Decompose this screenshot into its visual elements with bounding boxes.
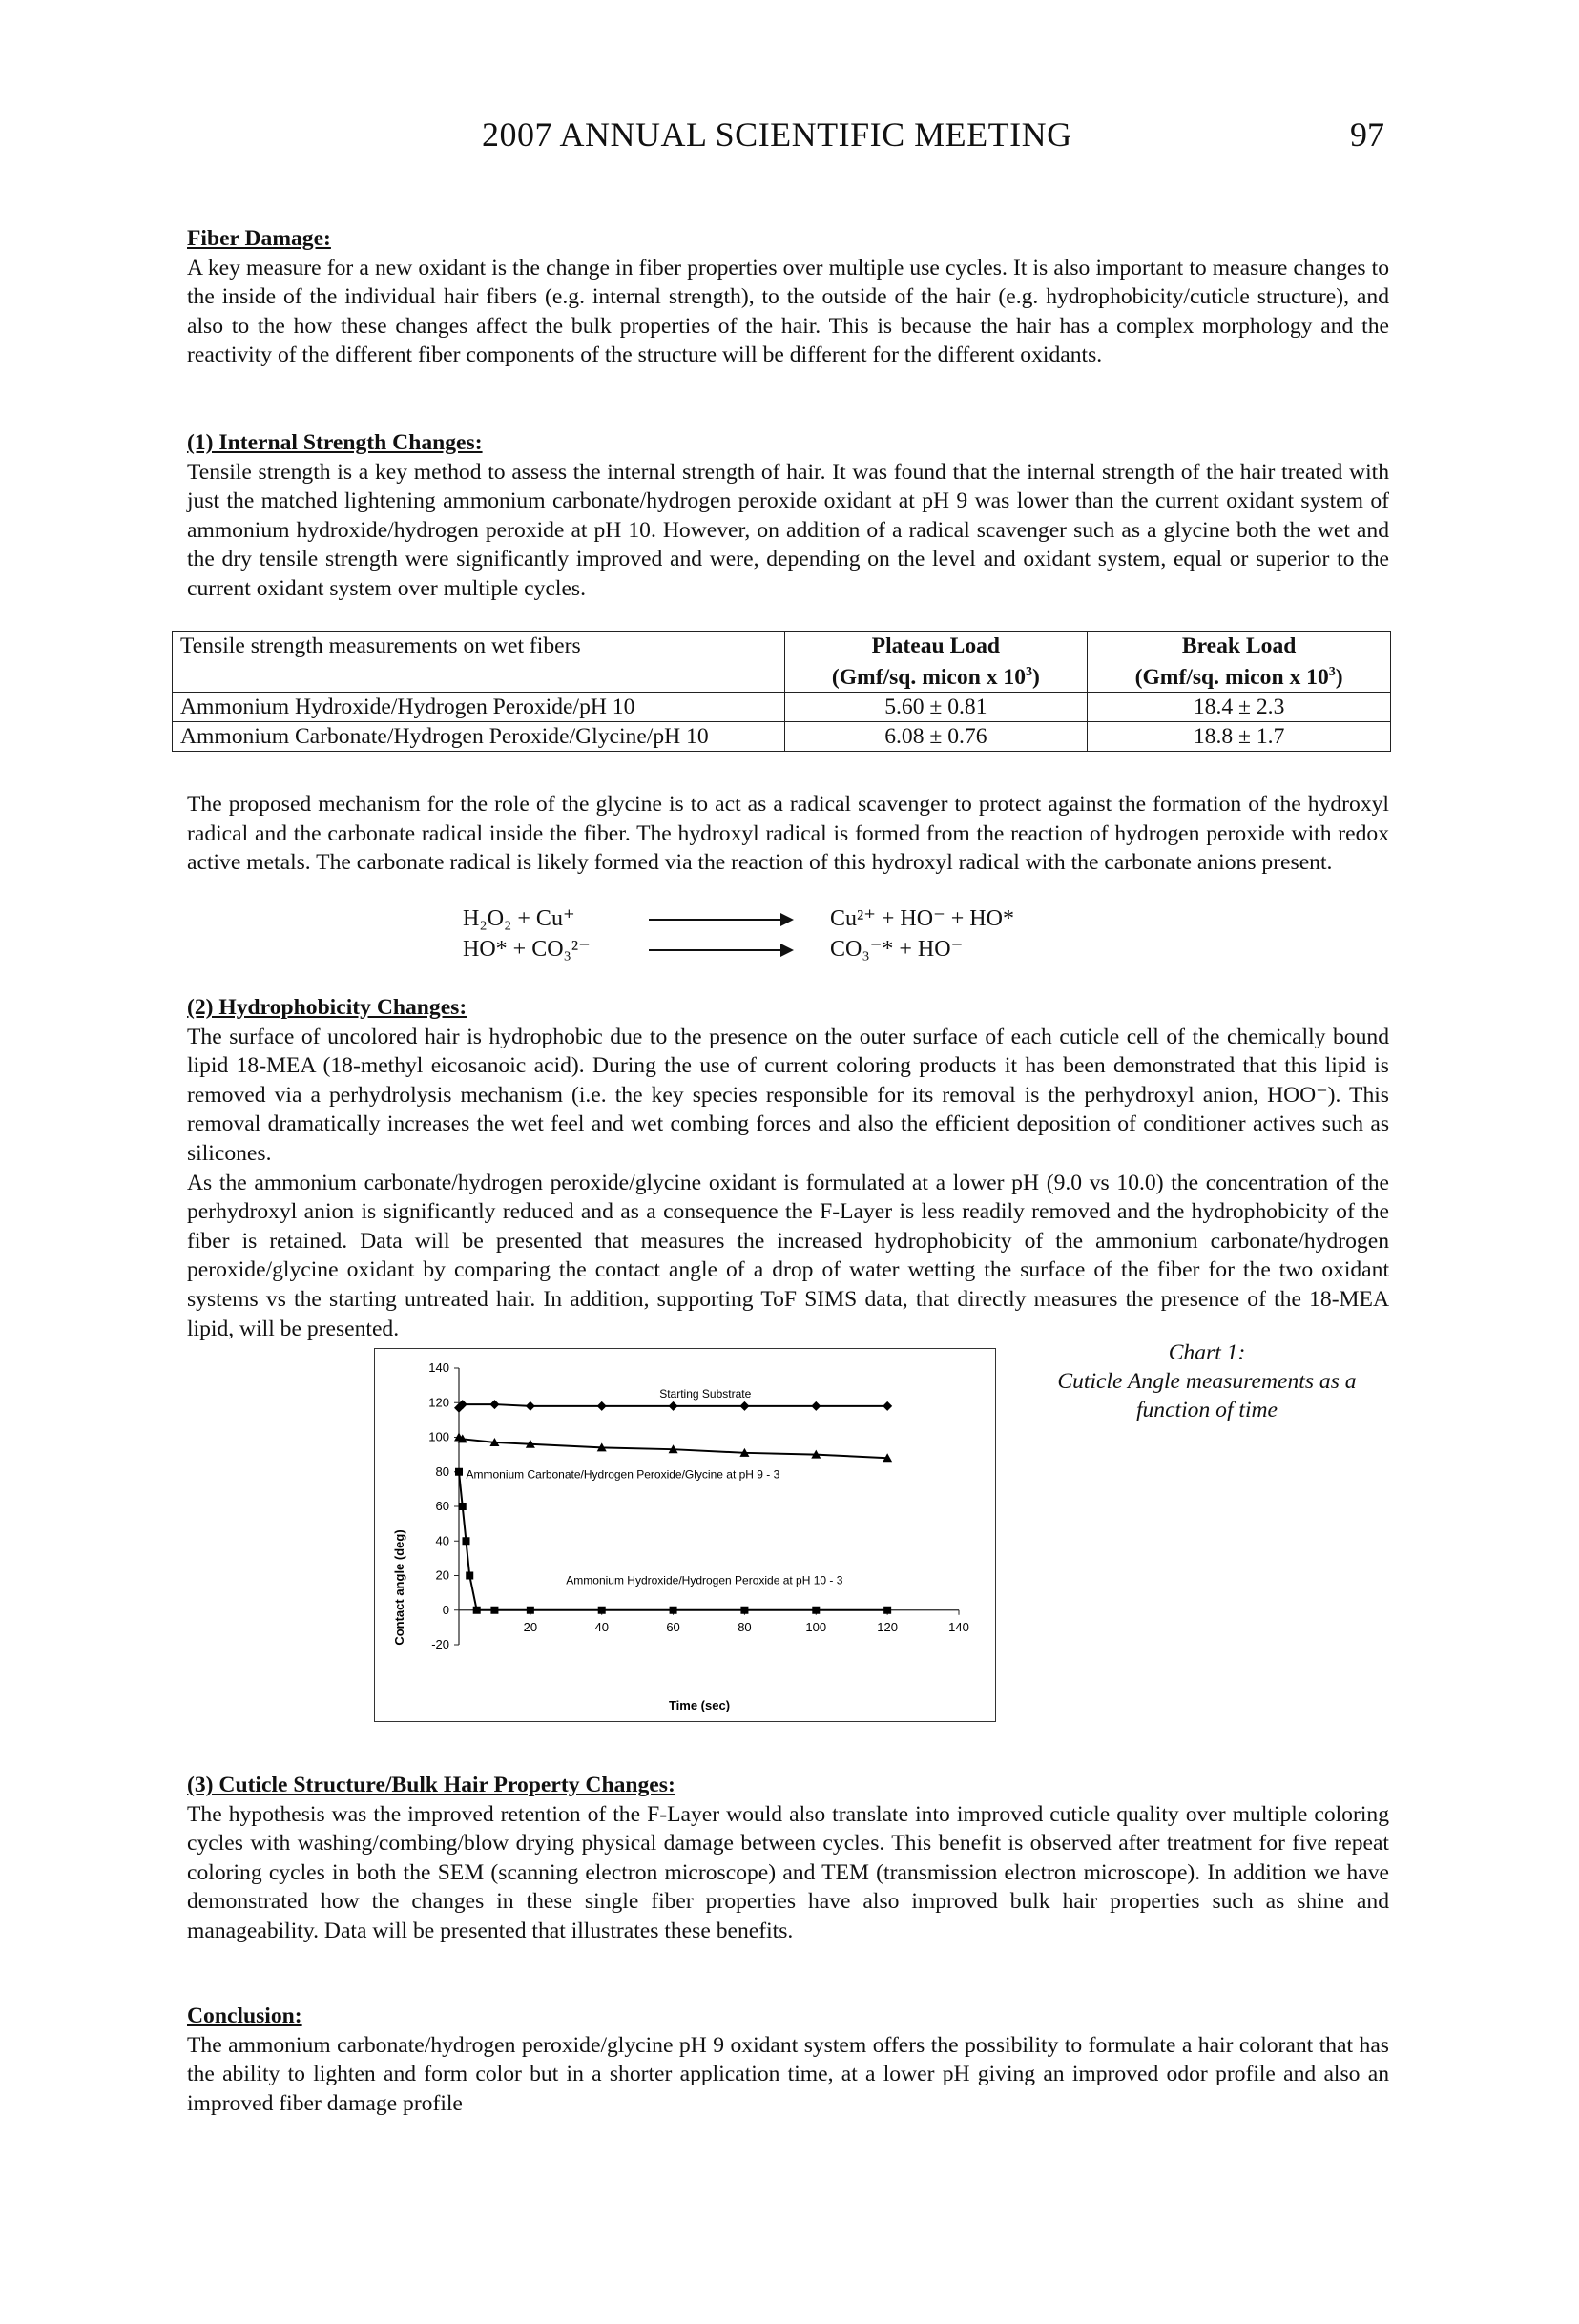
heading-cuticle: (3) Cuticle Structure/Bulk Hair Property Changes: [187,1773,675,1797]
series-label: Starting Substrate [659,1386,752,1401]
data-point [526,1401,535,1411]
data-point [489,1400,499,1409]
plateau-header: Plateau Load (Gmf/sq. micon x $10^3$) [784,632,1088,693]
data-point [598,1607,606,1614]
equation-1-reactants: H₂O₂ + Cu⁺ [463,906,575,931]
section-cuticle [187,1771,1389,1946]
y-tick-label: 140 [428,1360,449,1375]
x-tick-label: 40 [594,1619,609,1634]
y-axis-label: Contact angle (deg) [392,1529,406,1646]
x-tick-label: 100 [805,1619,827,1634]
section-internal-strength [187,428,1389,604]
paragraph-hydrophobicity-1: The surface of uncolored hair is hydrophobic due to the presence on the outer surface of each cuticle cell of the chemically bound lipid 18-MEA (18-methyl eicosanoic acid). During the use of current coloring products it has been demonstrated that this lipid is removed via a perhydrolysis mechanism (i.e. the key species responsible for its removal is the perhydroxyl anion, HOO⁻). This removal dramatically increases the wet feel and wet combing forces and also the efficient deposition of conditioner actives such as silicones. [187,1024,1389,1166]
section-conclusion [187,2002,1389,2118]
break-header: Break Load (Gmf/sq. micon x $10^3$) [1088,632,1391,693]
paragraph-cuticle: The hypothesis was the improved retention of the F-Layer would also translate into improved cuticle quality over multiple coloring cycles with washing/combing/blow drying physical damage between cycles. This benefit is observed after treatment for five repeat coloring cycles in both the SEM (scanning electron microscope) and TEM (transmission electron microscope). In addition we have demonstrated how the changes in these single fiber properties have also improved bulk hair properties such as shine and manageability. Data will be presented that illustrates these benefits. [187,1801,1389,1943]
running-title: 2007 ANNUAL SCIENTIFIC MEETING [482,115,1072,154]
paragraph-mechanism: The proposed mechanism for the role of the glycine is to act as a radical scavenger to protect against the formation of the hydroxyl radical and the carbonate radical inside the fiber. The hydroxyl radical is formed from the reaction of hydrogen peroxide with redox active metals. The carbonate radical is likely formed via the reaction of this hydroxyl radical with the carbonate anions present. [187,792,1389,876]
equation-1-products: Cu²⁺ + HO⁻ + HO* [830,906,1014,931]
section-mechanism [187,790,1389,878]
y-tick-label: 80 [435,1463,449,1479]
caption-line-3: function of time [1135,1398,1278,1422]
data-point [739,1401,749,1411]
row-label: Ammonium Hydroxide/Hydrogen Peroxide/pH 10 [173,692,785,721]
row-label: Ammonium Carbonate/Hydrogen Peroxide/Glycine/pH 10 [173,721,785,751]
table-title-cell: Tensile strength measurements on wet fibers [173,632,785,693]
reaction-arrow-icon [649,919,792,921]
data-point [670,1607,677,1614]
page-number: 97 [1350,115,1384,154]
y-tick-label: 0 [442,1602,449,1617]
x-tick-label: 60 [666,1619,680,1634]
y-tick-label: 40 [435,1533,449,1548]
heading-conclusion: Conclusion: [187,2003,302,2028]
y-tick-label: 20 [435,1567,449,1583]
data-point [459,1503,467,1510]
chart-caption [1030,1338,1383,1424]
plateau-value: 5.60 ± 0.81 [784,692,1088,721]
data-point [466,1572,473,1580]
equation-2-products: CO₃⁻* + HO⁻ [830,937,964,962]
series-label: Ammonium Carbonate/Hydrogen Peroxide/Glycine at pH 9 - 3 [466,1467,780,1482]
data-point [669,1401,678,1411]
data-point [811,1401,821,1411]
x-tick-label: 120 [877,1619,898,1634]
data-point [812,1607,820,1614]
table-row [173,721,1391,751]
x-tick-label: 140 [948,1619,969,1634]
series-label: Ammonium Hydroxide/Hydrogen Peroxide at pH 10 - 3 [566,1573,843,1587]
paragraph-conclusion: The ammonium carbonate/hydrogen peroxide/glycine pH 9 oxidant system offers the possibility to formulate a hair colorant that has the ability to lighten and form color but in a shorter application time, at a lower pH giving an improved odor profile and also an improved fiber damage profile [187,2032,1389,2116]
section-hydrophobicity [187,993,1389,1343]
x-tick-label: 20 [523,1619,538,1634]
contact-angle-chart [374,1348,996,1722]
heading-fiber-damage: Fiber Damage: [187,226,331,251]
heading-hydrophobicity: (2) Hydrophobicity Changes: [187,995,467,1020]
section-fiber-damage [187,224,1389,370]
x-axis-label: Time (sec) [668,1698,731,1712]
page-header [0,114,1579,162]
tensile-table [172,631,1391,752]
table-row [173,692,1391,721]
paragraph-hydrophobicity-2: As the ammonium carbonate/hydrogen peroxide/glycine oxidant is formulated at a lower pH (9.0 vs 10.0) the concentration of the perhydroxyl anion is significantly reduced and as a consequence the F-Layer is less readily removed and the hydrophobicity of the fiber is retained. Data will be presented that measures the increased hydrophobicity of the ammonium carbonate/hydrogen peroxide/glycine oxidant by comparing the contact angle of a drop of water wetting the surface of the fiber for the two oxidant systems vs the starting untreated hair. In addition, supporting ToF SIMS data, that directly measures the presence of the 18-MEA lipid, will be presented. [187,1170,1389,1341]
paragraph-fiber-damage: A key measure for a new oxidant is the change in fiber properties over multiple use cycles. It is also important to measure changes to the inside of the individual hair fibers (e.g. internal strength), to the outside of the hair (e.g. hydrophobicity/cuticle structure), and also to the how these changes affect the bulk properties of the hair. This is because the hair has a complex morphology and the reactivity of the different fiber components of the structure will be different for the different oxidants. [187,255,1389,368]
data-point [883,1401,892,1411]
equation-2-reactants: HO* + CO₃²⁻ [463,937,591,962]
data-point [473,1607,481,1614]
series-line-2 [459,1472,887,1610]
data-point [455,1468,463,1476]
caption-line-2: Cuticle Angle measurements as a [1057,1369,1357,1394]
data-point [740,1607,748,1614]
y-tick-label: 60 [435,1499,449,1513]
heading-internal-strength: (1) Internal Strength Changes: [187,430,483,455]
chart-svg [375,1349,995,1721]
data-point [462,1537,469,1545]
data-point [883,1607,891,1614]
y-tick-label: -20 [431,1637,449,1651]
y-tick-label: 120 [428,1395,449,1410]
table-header-row [173,632,1391,693]
y-tick-label: 100 [428,1429,449,1444]
data-point [597,1401,607,1411]
x-tick-label: 80 [738,1619,752,1634]
break-value: 18.8 ± 1.7 [1088,721,1391,751]
break-value: 18.4 ± 2.3 [1088,692,1391,721]
caption-line-1: Chart 1: [1168,1340,1246,1365]
data-point [490,1607,498,1614]
reaction-arrow-icon [649,949,792,951]
data-point [527,1607,534,1614]
plateau-value: 6.08 ± 0.76 [784,721,1088,751]
paragraph-internal-strength: Tensile strength is a key method to assess the internal strength of hair. It was found that the internal strength of the hair treated with just the matched lightening ammonium carbonate/hydrogen peroxide oxidant at pH 9 was lower than the current oxidant system of ammonium hydroxide/hydrogen peroxide at pH 10. However, on addition of a radical scavenger such as a glycine both the wet and the dry tensile strength were significantly improved and were, depending on the level and oxidant system, equal or superior to the current oxidant system over multiple cycles. [187,459,1389,601]
